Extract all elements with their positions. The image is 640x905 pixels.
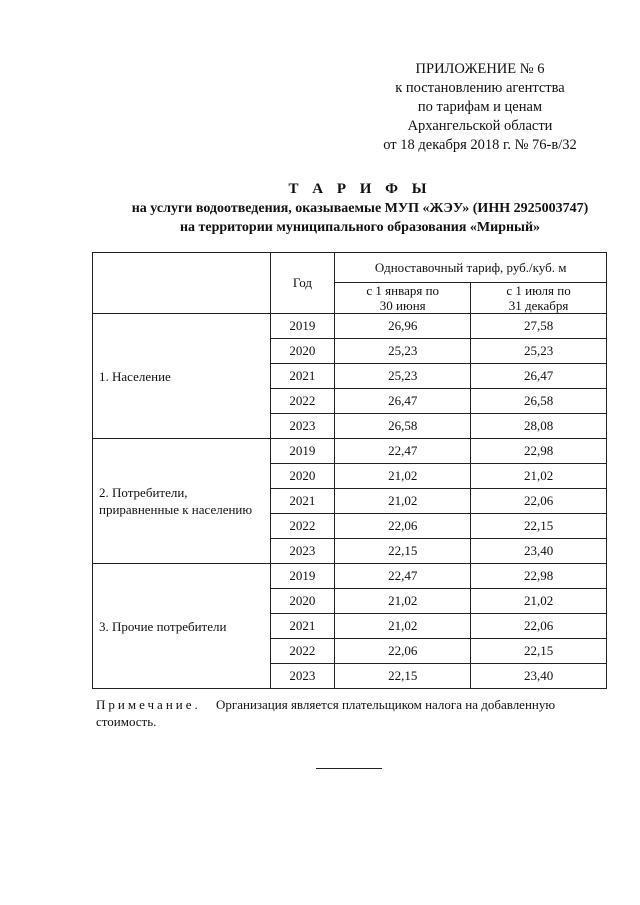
group-header-cell [93, 253, 271, 314]
title-line: на услуги водоотведения, оказываемые МУП «ЖЭУ» (ИНН 2925003747) [131, 201, 589, 216]
year-cell: 2019 [270, 314, 335, 339]
note [96, 696, 606, 730]
table-row [93, 314, 607, 339]
year-cell: 2023 [270, 414, 335, 439]
year-header: Год [270, 253, 335, 314]
tariff-h1-cell: 21,02 [335, 614, 471, 639]
tariff-h1-cell: 22,15 [335, 539, 471, 564]
appendix-date: от 18 декабря 2018 г. № 76-в/32 [383, 137, 577, 153]
year-cell: 2021 [270, 364, 335, 389]
tariff-h2-cell: 22,98 [471, 564, 607, 589]
document-title [60, 180, 640, 237]
year-cell: 2019 [270, 564, 335, 589]
tariff-h2-cell: 28,08 [471, 414, 607, 439]
tariff-h2-cell: 23,40 [471, 539, 607, 564]
year-cell: 2021 [270, 614, 335, 639]
tariff-h2-cell: 26,58 [471, 389, 607, 414]
appendix-block [360, 60, 600, 155]
tariff-h2-cell: 21,02 [471, 464, 607, 489]
title-heading: Т А Р И Ф Ы [288, 181, 432, 197]
tariff-h2-cell: 22,98 [471, 439, 607, 464]
tariff-h2-cell: 26,47 [471, 364, 607, 389]
tariff-h1-cell: 21,02 [335, 489, 471, 514]
appendix-line: по тарифам и ценам [417, 99, 543, 115]
year-cell: 2019 [270, 439, 335, 464]
year-cell: 2022 [270, 389, 335, 414]
tariff-h2-cell: 23,40 [471, 664, 607, 689]
tariff-h1-cell: 21,02 [335, 464, 471, 489]
appendix-line: Архангельской области [407, 118, 553, 134]
period2-header: с 1 июля по 31 декабря [471, 283, 607, 314]
year-cell: 2023 [270, 539, 335, 564]
tariff-h2-cell: 27,58 [471, 314, 607, 339]
group-name: 1. Население [93, 314, 271, 439]
tariff-h1-cell: 22,06 [335, 514, 471, 539]
tariff-h1-cell: 22,06 [335, 639, 471, 664]
tariff-h1-cell: 21,02 [335, 589, 471, 614]
tariff-h2-cell: 22,06 [471, 614, 607, 639]
year-cell: 2022 [270, 639, 335, 664]
year-cell: 2023 [270, 664, 335, 689]
end-rule [316, 768, 382, 769]
group-name: 3. Прочие потребители [93, 564, 271, 689]
year-cell: 2021 [270, 489, 335, 514]
tariff-h2-cell: 22,15 [471, 639, 607, 664]
tariff-h1-cell: 26,58 [335, 414, 471, 439]
tariff-h1-cell: 26,96 [335, 314, 471, 339]
tariff-h1-cell: 26,47 [335, 389, 471, 414]
tariff-h1-cell: 22,47 [335, 564, 471, 589]
tariff-h2-cell: 22,15 [471, 514, 607, 539]
tariff-h1-cell: 22,47 [335, 439, 471, 464]
tariff-h1-cell: 22,15 [335, 664, 471, 689]
year-cell: 2020 [270, 589, 335, 614]
tariff-h1-cell: 25,23 [335, 339, 471, 364]
period1-header: с 1 января по 30 июня [335, 283, 471, 314]
tariff-h2-cell: 21,02 [471, 589, 607, 614]
note-label: Примечание. [96, 697, 201, 712]
year-cell: 2020 [270, 464, 335, 489]
year-cell: 2020 [270, 339, 335, 364]
tariff-header: Одноставочный тариф, руб./куб. м [335, 253, 607, 283]
appendix-line: к постановлению агентства [395, 80, 565, 96]
tariff-h1-cell: 25,23 [335, 364, 471, 389]
tariff-h2-cell: 22,06 [471, 489, 607, 514]
appendix-title: ПРИЛОЖЕНИЕ № 6 [415, 61, 545, 77]
year-cell: 2022 [270, 514, 335, 539]
note-text: Организация является плательщиком налога на добавленную стоимость. [96, 697, 556, 729]
table-row [93, 439, 607, 464]
tariff-table [92, 252, 607, 689]
tariff-h2-cell: 25,23 [471, 339, 607, 364]
group-name: 2. Потребители, приравненные к населению [93, 439, 271, 564]
table-row [93, 564, 607, 589]
title-line: на территории муниципального образования «Мирный» [179, 220, 541, 235]
